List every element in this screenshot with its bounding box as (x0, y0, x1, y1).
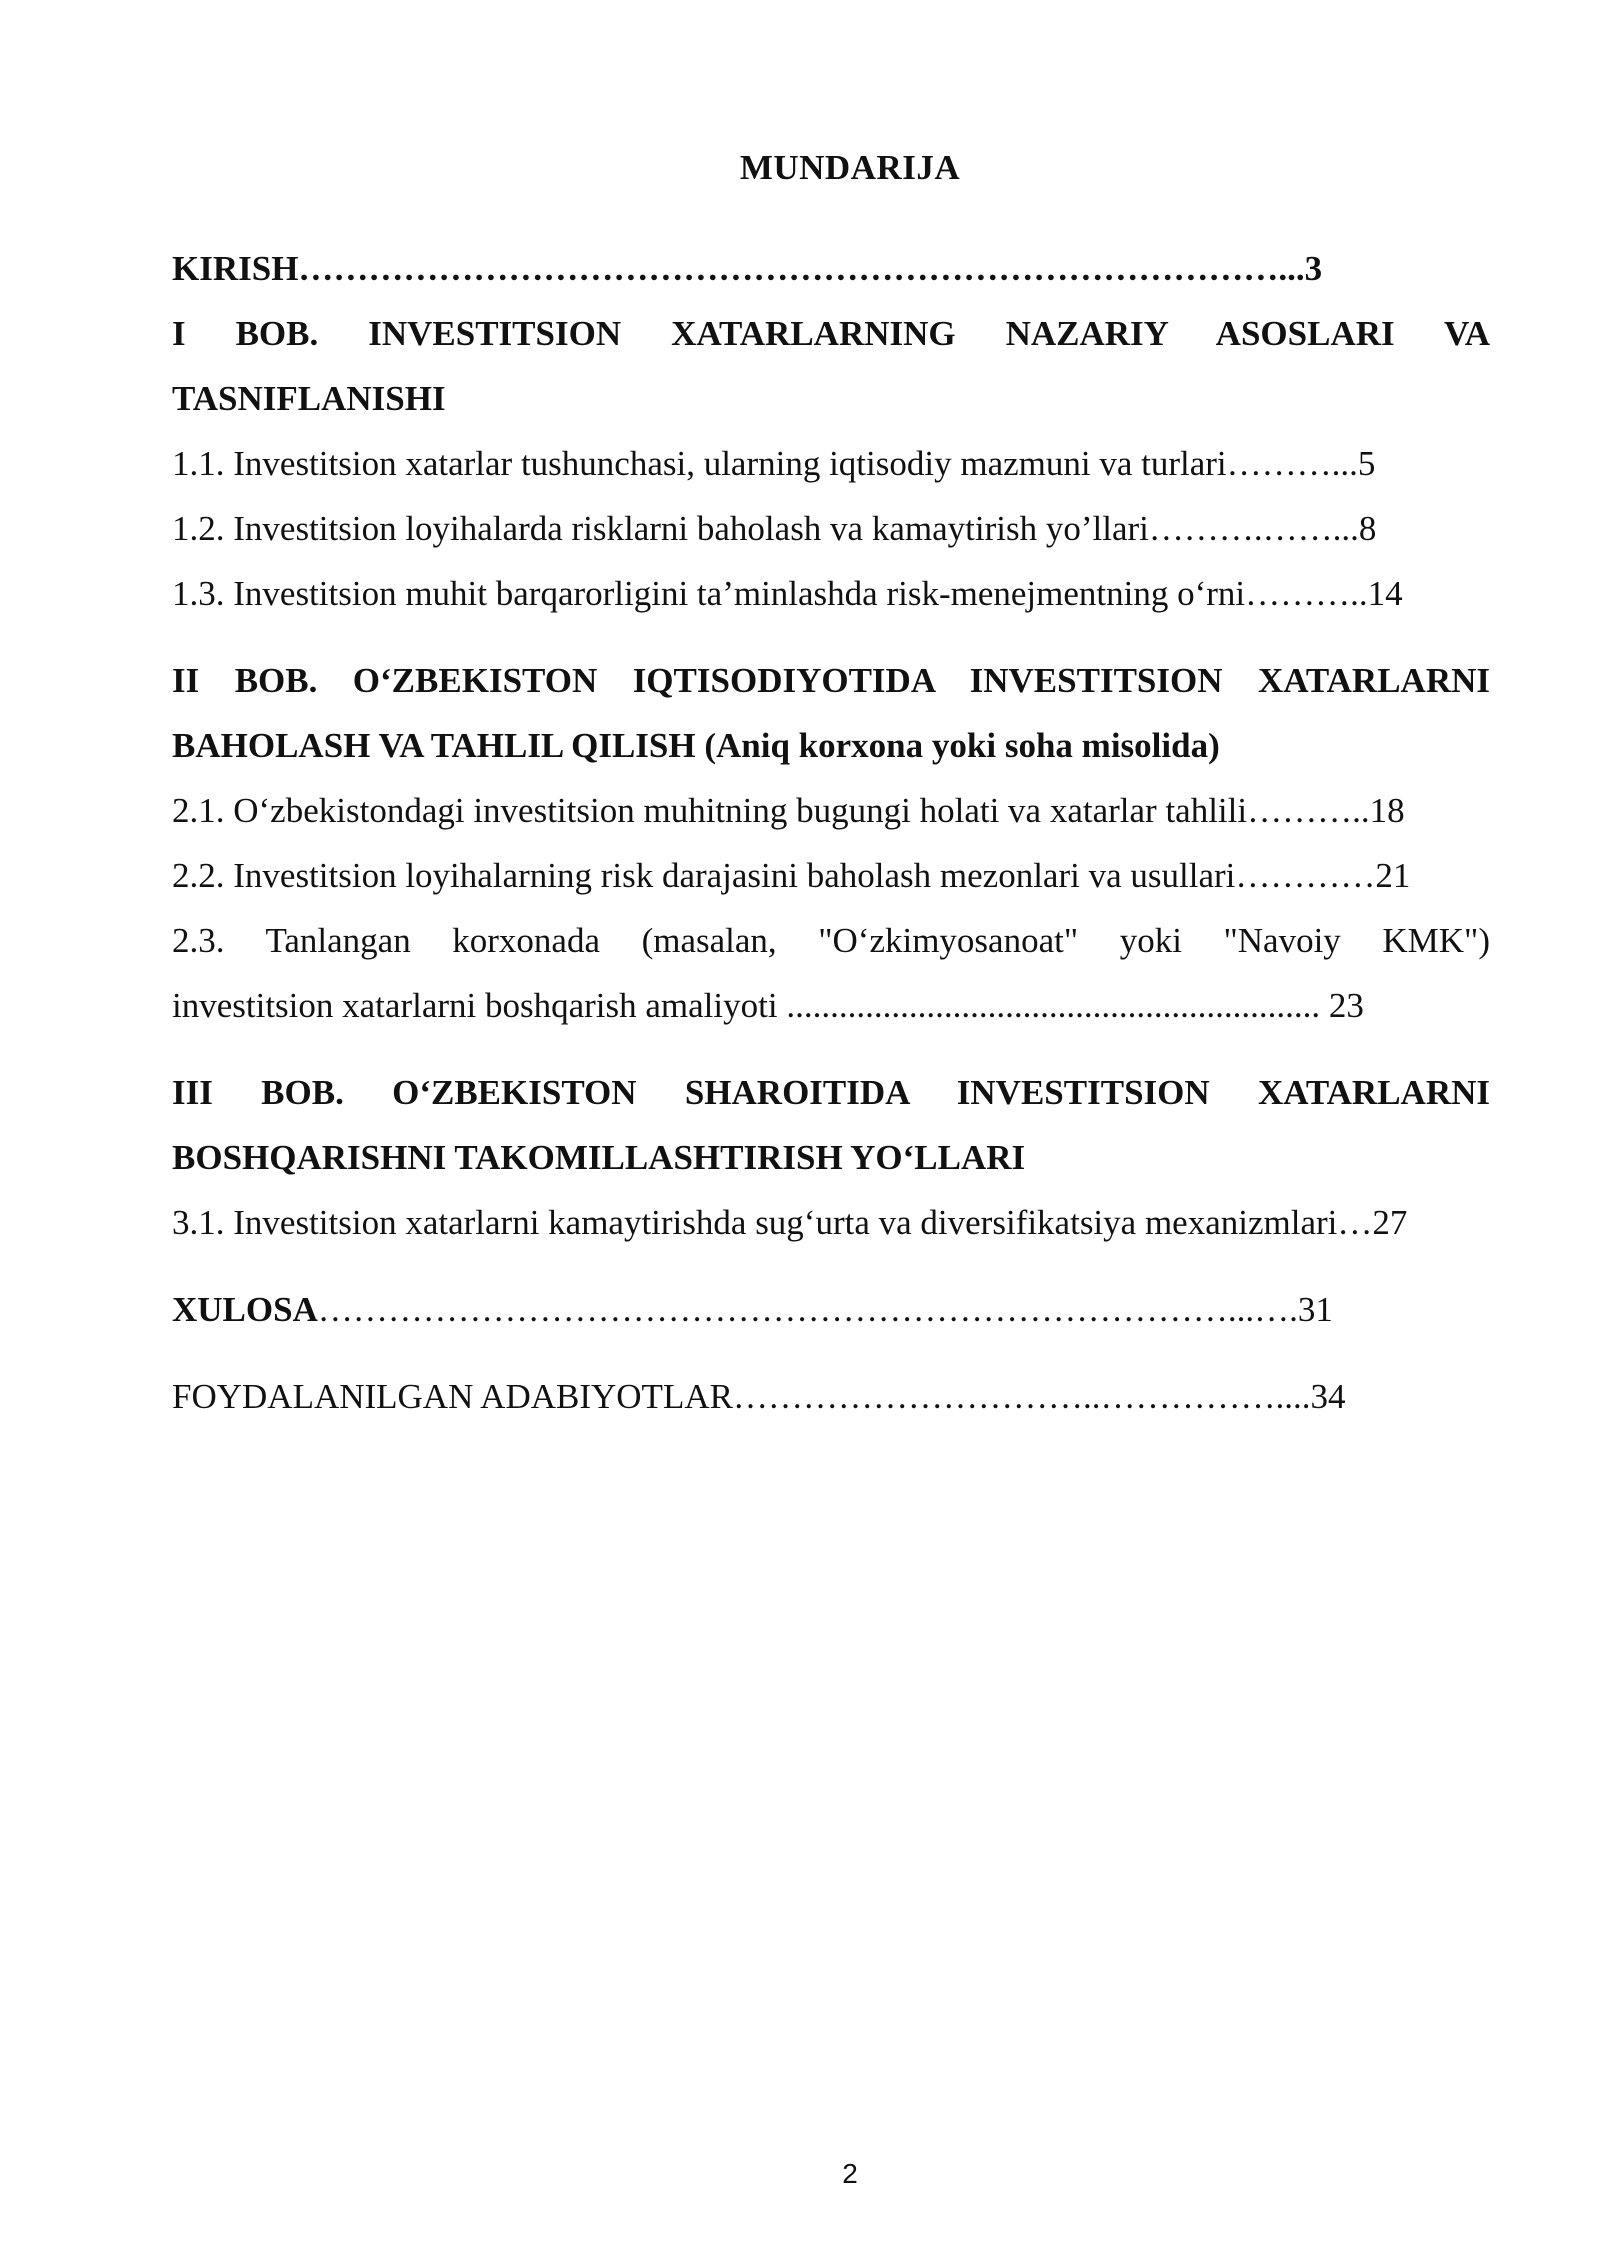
page-title: MUNDARIJA (739, 148, 961, 187)
toc-section-3-1: 3.1. Investitsion xatarlarni kamaytirishda sugʻurta va diversifikatsiya mexanizmlari…27 (172, 1203, 1408, 1242)
toc-references: FOYDALANILGAN ADABIYOTLAR…………………………..……………....34 (172, 1377, 1346, 1416)
toc-section-2-1: 2.1. Oʻzbekistondagi investitsion muhitning bugungi holati va xatarlar tahlili………..18 (172, 791, 1405, 830)
toc-conclusion (172, 1277, 1490, 1342)
toc-section-2-3-line-2: investitsion xatarlarni boshqarish amaliyoti ............................................................. 23 (172, 986, 1364, 1025)
toc-section-1-3: 1.3. Investitsion muhit barqarorligini ta’minlashda risk-menejmentning oʻrni………..14 (172, 574, 1403, 613)
toc-chapter-1-line-2: TASNIFLANISHI (172, 379, 446, 418)
table-of-contents (172, 236, 1490, 1429)
toc-chapter-2-line-2: BAHOLASH VA TAHLIL QILISH (Aniq korxona yoki soha misolida) (172, 726, 1220, 765)
toc-conclusion-leader: ……………………………………………………………………...….31 (317, 1290, 1333, 1329)
toc-chapter-3-line-1: III BOB. OʻZBEKISTON SHAROITIDA INVESTITSION XATARLARNI (172, 1073, 1490, 1112)
toc-conclusion-label: XULOSA (172, 1290, 318, 1329)
toc-section-2-2: 2.2. Investitsion loyihalarning risk darajasini baholash mezonlari va usullari…………21 (172, 856, 1411, 895)
toc-chapter-2-line-1: II BOB. OʻZBEKISTON IQTISODIYOTIDA INVESTITSION XATARLARNI (172, 661, 1490, 700)
toc-chapter-1-line-1: I BOB. INVESTITSION XATARLARNING NAZARIY ASOSLARI VA (172, 314, 1490, 353)
page-number: 2 (842, 2158, 858, 2189)
toc-section-2-3-line-1: 2.3. Tanlangan korxonada (masalan, "Oʻzkimyosanoat" yoki "Navoiy KMK") (172, 921, 1490, 960)
toc-chapter-3-line-2: BOSHQARISHNI TAKOMILLASHTIRISH YOʻLLARI (172, 1138, 1026, 1177)
toc-intro: KIRISH…………………………………………………………………………...3 (172, 249, 1323, 288)
toc-section-1-1: 1.1. Investitsion xatarlar tushunchasi, ularning iqtisodiy mazmuni va turlari………...5 (172, 444, 1376, 483)
toc-section-1-2: 1.2. Investitsion loyihalarda risklarni baholash va kamaytirish yo’llari……….……...8 (172, 509, 1377, 548)
